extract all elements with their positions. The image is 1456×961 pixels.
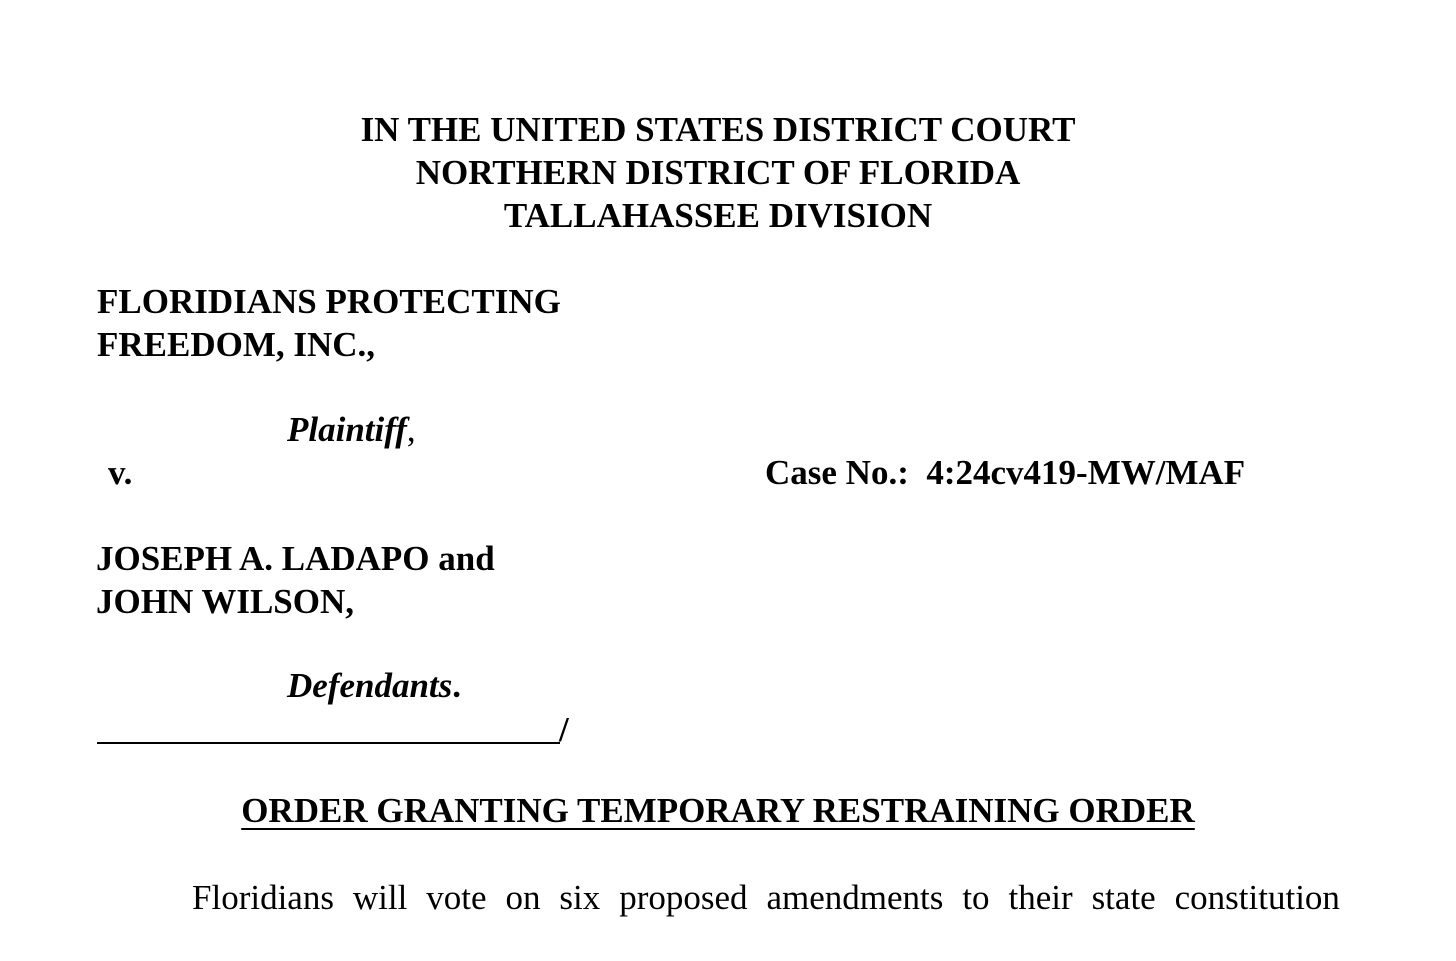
defendant-names: [96, 537, 495, 623]
body-word: will: [352, 878, 408, 917]
case-number: Case No.: 4:24cv419-MW/MAF: [765, 453, 1246, 492]
versus-label: v.: [108, 453, 133, 492]
defendant-role: [287, 664, 461, 707]
plaintiff-role-label: Plaintiff: [287, 410, 407, 449]
plaintiff-role: [287, 408, 416, 451]
defendant-name-line-1: JOSEPH A. LADAPO and: [96, 539, 495, 578]
body-word: on: [505, 878, 541, 917]
plaintiff-name: [97, 280, 561, 366]
court-header: [0, 108, 1436, 237]
court-name: IN THE UNITED STATES DISTRICT COURT: [360, 110, 1076, 149]
body-word: Floridians: [192, 878, 334, 917]
body-word: state: [1091, 878, 1156, 917]
defendant-role-punct: .: [452, 666, 462, 705]
body-paragraph-first-line: [192, 876, 1340, 919]
body-word: amendments: [766, 878, 944, 917]
plaintiff-name-line-2: FREEDOM, INC.,: [97, 325, 376, 364]
order-title-text: ORDER GRANTING TEMPORARY RESTRAINING ORDER: [241, 791, 1195, 830]
defendant-name-line-2: JOHN WILSON,: [96, 582, 355, 621]
body-word: six: [559, 878, 601, 917]
body-word: their: [1008, 878, 1073, 917]
body-word: constitution: [1174, 878, 1340, 917]
caption-closing-line: [97, 708, 577, 749]
order-title: [0, 789, 1436, 832]
body-word: to: [962, 878, 990, 917]
defendant-role-label: Defendants: [287, 666, 453, 705]
plaintiff-role-punct: ,: [406, 410, 416, 449]
district-name: NORTHERN DISTRICT OF FLORIDA: [415, 153, 1021, 192]
body-word: proposed: [619, 878, 748, 917]
plaintiff-name-line-1: FLORIDIANS PROTECTING: [97, 282, 561, 321]
body-word: vote: [426, 878, 487, 917]
caption-slash: /: [559, 710, 569, 749]
caption-rule: [97, 742, 560, 744]
division-name: TALLAHASSEE DIVISION: [503, 196, 933, 235]
